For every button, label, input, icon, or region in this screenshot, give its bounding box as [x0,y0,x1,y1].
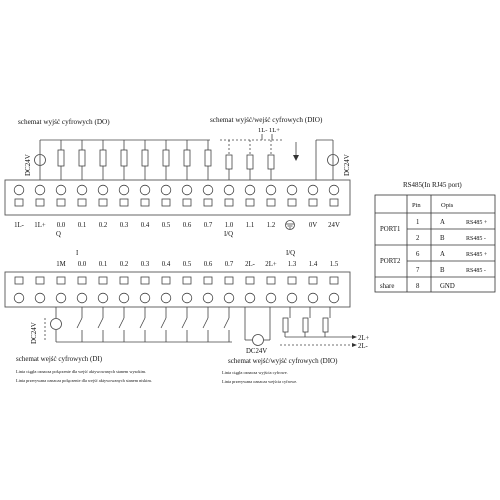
top-terminal-label: 1.1 [245,222,255,229]
rs485-pin: 7 [416,267,420,274]
bottom-terminal-label: 0.4 [161,261,171,268]
bottom-dc-label-mid: DC24V [246,348,268,355]
top-dc-source-right [316,140,339,180]
bottom-dc-source-mid [245,307,270,346]
rs485-signal: A [440,251,445,258]
rs485-group-label: PORT1 [380,226,401,233]
top-terminal-label: 1L- [14,222,24,229]
rs485-signal: A [440,219,445,226]
top-terminal-label: 0.4 [140,222,150,229]
top-terminal-label: 0.1 [77,222,87,229]
rs485-pin: 8 [416,283,420,290]
bottom-i-label: I [76,250,79,257]
di-note-dashed: Linia przerywana oznacza połączenie dla wejść aktywowanych stanem niskim. [16,378,152,383]
rs485-group-label: PORT2 [380,258,401,265]
bottom-input-switches [77,307,229,342]
bottom-terminal-label: 0.0 [77,261,87,268]
rs485-pin: 1 [416,219,420,226]
dio-note-solid: Linia ciągła oznacza wyjścia cyfrowe. [222,370,288,375]
resistor-icon [268,155,274,169]
resistor-icon [163,150,169,166]
bottom-terminal-label: 0.2 [119,261,129,268]
bottom-terminal-labels [56,261,339,268]
rs485-desc: RS485 - [466,236,486,242]
bottom-terminal-label: 2L+ [265,261,277,268]
resistor-icon [100,150,106,166]
earth-icon [286,221,295,230]
bottom-terminal-label: 1.4 [308,261,318,268]
bottom-terminal-label: 0.6 [203,261,213,268]
di-title: schemat wejść cyfrowych (DI) [16,355,103,363]
rs485-desc: RS485 - [466,268,486,274]
bottom-terminal-label: 0.1 [98,261,108,268]
rs485-signal: B [440,267,445,274]
resistor-icon [79,150,85,166]
resistor-icon [184,150,190,166]
bottom-iq-label: I/Q [286,250,296,257]
rail-minus-label: 2L- [358,343,368,350]
top-terminal-label: 1L+ [34,222,46,229]
top-terminal-label: 0.0 [56,222,66,229]
top-terminal-label: 0.7 [203,222,213,229]
bottom-terminal-label: 2L- [245,261,255,268]
top-q-label: Q [56,231,61,238]
rs485-signal: B [440,235,445,242]
resistor-icon [142,150,148,166]
rs485-pin: 2 [416,235,420,242]
top-terminal-label: 0.5 [161,222,171,229]
rs485-header-pin: Pin [412,202,421,209]
do-title: schemat wyjść cyfrowych (DO) [18,118,110,126]
resistor-icon [121,150,127,166]
rs485-signal: GND [440,283,455,290]
switch-contact-icon [203,318,208,328]
bottom-terminal-label: 0.7 [224,261,234,268]
rs485-title: RS485(In RJ45 port) [403,181,462,189]
bottom-terminal-label: 0.3 [140,261,150,268]
resistor-icon [247,155,253,169]
top-terminal-label: 0.3 [119,222,129,229]
top-dio-loads [220,134,282,140]
rail-plus-label: 2L+ [358,335,370,342]
top-terminal-label: 1.2 [266,222,276,229]
rs485-pin: 6 [416,251,420,258]
switch-contact-icon [119,318,124,328]
top-terminal-label: 0V [308,222,318,229]
top-dc-label: DC24V [24,154,32,176]
top-output-loads [58,140,274,180]
rs485-desc: RS485 + [466,252,488,258]
rs485-rows [380,219,488,290]
top-iq-label: I/Q [224,231,234,238]
top-terminal-label: 24V [328,222,340,229]
rs485-desc: RS485 + [466,220,488,226]
top-terminal-label: 0.6 [182,222,192,229]
rs485-header-opis: Opis [441,202,454,209]
top-dio-title: schemat wyjść/wejść cyfrowych (DIO) [210,116,323,124]
bottom-terminal-label: 0.5 [182,261,192,268]
top-terminal-labels [14,222,340,229]
bottom-dio-loads [280,307,357,347]
bottom-dc-label-left: DC24V [30,322,38,344]
bottom-terminal-label: 1.5 [329,261,339,268]
rs485-group-label: share [380,283,395,290]
top-terminal-block [5,180,350,215]
resistor-icon [226,155,232,169]
switch-contact-icon [182,318,187,328]
top-terminal-label: 0.2 [98,222,108,229]
bottom-terminal-label: 1.3 [287,261,297,268]
top-rail-label: 1L- 1L+ [258,127,280,134]
switch-contact-icon [77,318,82,328]
rs485-table [375,195,495,292]
top-terminal-label: 1.0 [224,222,234,229]
switch-contact-icon [161,318,166,328]
resistor-icon [205,150,211,166]
bottom-dio-title: schemat wejść/wyjść cyfrowych (DIO) [228,357,338,365]
dio-note-dashed: Linia przerywana oznacza wejścia cyfrowe. [222,379,298,384]
bottom-terminal-label: 1M [56,261,66,268]
switch-contact-icon [224,318,229,328]
switch-contact-icon [98,318,103,328]
top-dc-label-right: DC24V [343,154,351,176]
ground-arrow-icon [293,142,299,161]
bottom-dc-source-left [45,307,232,342]
di-note-solid: Linia ciągła oznacza połączenie dla wejść aktywowanych stanem wysokim. [16,369,147,374]
switch-contact-icon [140,318,145,328]
resistor-icon [58,150,64,166]
